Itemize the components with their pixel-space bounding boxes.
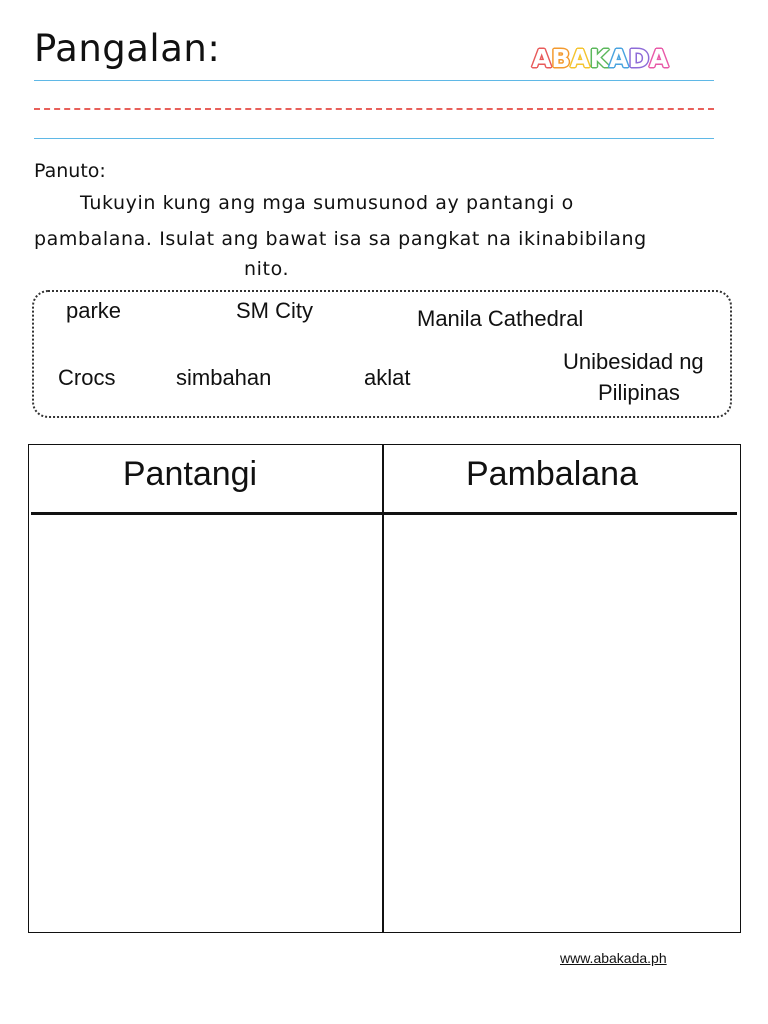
word-bank-item: Crocs <box>58 365 116 390</box>
column-header-pambalana: Pambalana <box>465 455 638 493</box>
word-bank-item: SM City <box>236 298 313 323</box>
pantangi-answer-area[interactable] <box>32 516 380 930</box>
abakada-logo <box>532 44 669 74</box>
name-writing-line-top <box>34 80 714 81</box>
logo-letter: A <box>570 44 590 73</box>
instructions-line-1: Tukuyin kung ang mga sumusunod ay pantangi o <box>80 192 574 214</box>
instructions-line-2: pambalana. Isulat ang bawat isa sa pangkat na ikinabibilang <box>34 228 647 250</box>
word-bank-item: simbahan <box>176 365 272 390</box>
table-column-divider <box>382 444 384 933</box>
word-bank-item: parke <box>66 298 122 323</box>
logo-letter: A <box>532 44 552 73</box>
word-bank-item: aklat <box>364 365 411 390</box>
instructions-line-3: nito. <box>244 258 290 280</box>
logo-letter: A <box>649 44 669 73</box>
name-writing-line-middle <box>34 108 714 110</box>
logo-letter: K <box>589 44 610 73</box>
name-writing-line-bottom <box>34 138 714 139</box>
logo-letter: D <box>628 44 650 73</box>
word-bank-item: Manila Cathedral <box>417 306 584 331</box>
table-header-divider <box>31 512 737 515</box>
pambalana-answer-area[interactable] <box>386 516 738 930</box>
word-bank-item: Pilipinas <box>598 380 680 405</box>
instructions-title: Panuto: <box>34 160 106 182</box>
logo-letter: B <box>551 44 571 73</box>
website-link[interactable]: www.abakada.ph <box>560 950 667 966</box>
name-label: Pangalan: <box>34 27 221 70</box>
logo-letter: A <box>609 44 629 73</box>
word-bank-item: Unibesidad ng <box>563 349 704 374</box>
column-header-pantangi: Pantangi <box>122 455 258 493</box>
